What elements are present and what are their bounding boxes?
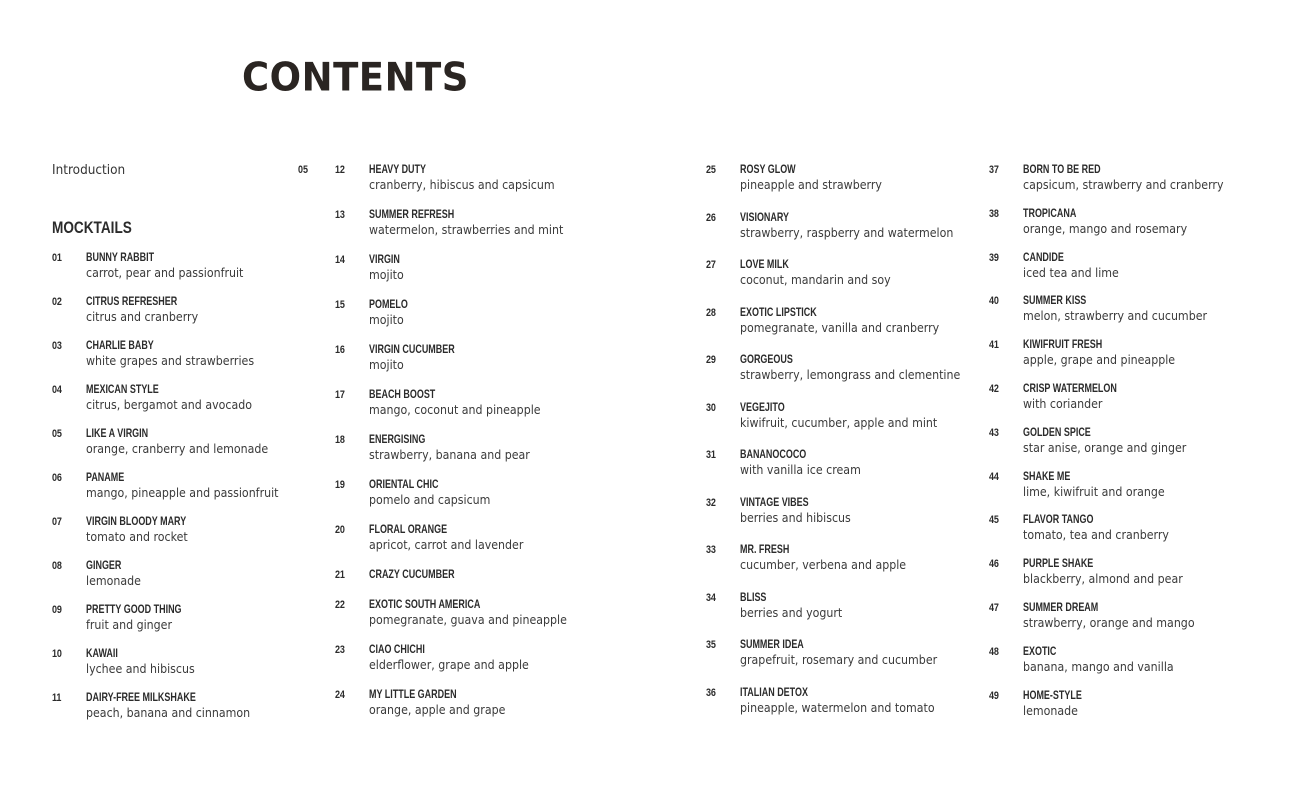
entry-number: 45 bbox=[989, 514, 999, 527]
introduction-page-number: 05 bbox=[298, 164, 309, 176]
entry-title: GINGER bbox=[86, 560, 122, 572]
entry-description: mojito bbox=[369, 268, 404, 282]
entry-title: BORN TO BE RED bbox=[1023, 164, 1101, 176]
entry-description: carrot, pear and passionfruit bbox=[86, 266, 244, 280]
entry-description: coconut, mandarin and soy bbox=[740, 273, 891, 287]
entry-number: 40 bbox=[989, 295, 999, 308]
entry-title: BUNNY RABBIT bbox=[86, 252, 155, 264]
entry-description: mojito bbox=[369, 313, 404, 327]
entry-number: 17 bbox=[335, 389, 345, 401]
entry-title: FLORAL ORANGE bbox=[369, 524, 448, 536]
entry-number: 24 bbox=[335, 689, 345, 701]
entry-number: 28 bbox=[706, 306, 716, 319]
entry-description: grapefruit, rosemary and cucumber bbox=[740, 653, 938, 667]
entry-title: VINTAGE VIBES bbox=[740, 496, 809, 509]
entry-number: 14 bbox=[335, 254, 345, 266]
entry-number: 25 bbox=[706, 164, 716, 176]
entry-description: orange, cranberry and lemonade bbox=[86, 442, 269, 456]
entry-description: tomato, tea and cranberry bbox=[1023, 528, 1169, 543]
page-title: CONTENTS bbox=[242, 54, 469, 100]
entry-number: 05 bbox=[52, 428, 62, 440]
entry-number: 37 bbox=[989, 164, 999, 176]
entry-number: 08 bbox=[52, 560, 62, 572]
entry-title: EXOTIC LIPSTICK bbox=[740, 306, 817, 319]
entry-description: peach, banana and cinnamon bbox=[86, 706, 251, 720]
entry-number: 46 bbox=[989, 558, 999, 571]
entry-description: iced tea and lime bbox=[1023, 265, 1119, 280]
entry-title: CRAZY CUCUMBER bbox=[369, 569, 455, 581]
entry-title: CRISP WATERMELON bbox=[1023, 383, 1117, 395]
entry-number: 09 bbox=[52, 604, 62, 616]
entry-description: mango, pineapple and passionfruit bbox=[86, 486, 279, 500]
entry-title: SUMMER REFRESH bbox=[369, 209, 455, 221]
entry-title: SUMMER IDEA bbox=[740, 639, 804, 651]
entry-number: 39 bbox=[989, 251, 999, 264]
entry-number: 48 bbox=[989, 645, 999, 658]
entry-description: mojito bbox=[369, 358, 404, 372]
entry-description: pineapple, watermelon and tomato bbox=[740, 700, 935, 715]
entry-number: 29 bbox=[706, 354, 716, 366]
entry-number: 03 bbox=[52, 340, 62, 352]
entry-number: 49 bbox=[989, 689, 999, 702]
entry-number: 35 bbox=[706, 639, 716, 651]
entry-description: strawberry, orange and mango bbox=[1023, 616, 1195, 630]
entry-description: berries and yogurt bbox=[740, 605, 843, 620]
entry-title: ORIENTAL CHIC bbox=[369, 479, 439, 491]
entry-description: apple, grape and pineapple bbox=[1023, 353, 1176, 368]
entry-title: CHARLIE BABY bbox=[86, 340, 154, 352]
entry-title: SUMMER KISS bbox=[1023, 295, 1087, 308]
entry-description: pomegranate, guava and pineapple bbox=[369, 613, 567, 627]
entry-number: 06 bbox=[52, 472, 62, 484]
entry-number: 34 bbox=[706, 591, 716, 604]
entry-title: BANANOCOCO bbox=[740, 449, 807, 461]
entry-number: 18 bbox=[335, 434, 345, 446]
entry-number: 27 bbox=[706, 259, 716, 271]
entry-title: SHAKE ME bbox=[1023, 470, 1071, 483]
entry-title: GOLDEN SPICE bbox=[1023, 426, 1091, 439]
entry-title: MEXICAN STYLE bbox=[86, 384, 159, 396]
entry-title: EXOTIC SOUTH AMERICA bbox=[369, 599, 481, 611]
entry-title: SUMMER DREAM bbox=[1023, 602, 1099, 614]
entry-number: 31 bbox=[706, 449, 716, 461]
entry-description: with vanilla ice cream bbox=[740, 463, 861, 477]
entry-number: 10 bbox=[52, 648, 62, 660]
entry-description: capsicum, strawberry and cranberry bbox=[1023, 178, 1224, 192]
entry-description: white grapes and strawberries bbox=[86, 354, 255, 368]
entry-title: ROSY GLOW bbox=[740, 164, 796, 176]
entry-title: HEAVY DUTY bbox=[369, 164, 426, 176]
entry-description: melon, strawberry and cucumber bbox=[1023, 309, 1208, 324]
entry-description: cranberry, hibiscus and capsicum bbox=[369, 178, 555, 192]
entry-title: ENERGISING bbox=[369, 434, 426, 446]
entry-description: apricot, carrot and lavender bbox=[369, 538, 524, 552]
entry-description: strawberry, lemongrass and clementine bbox=[740, 368, 961, 382]
entry-description: strawberry, banana and pear bbox=[369, 448, 530, 462]
entry-number: 33 bbox=[706, 544, 716, 556]
entry-description: watermelon, strawberries and mint bbox=[369, 223, 564, 237]
entry-title: MR. FRESH bbox=[740, 544, 790, 556]
entry-number: 04 bbox=[52, 384, 62, 396]
entry-description: with coriander bbox=[1023, 397, 1103, 411]
entry-title: FLAVOR TANGO bbox=[1023, 514, 1094, 527]
entry-number: 43 bbox=[989, 426, 999, 439]
entry-description: lychee and hibiscus bbox=[86, 662, 195, 676]
entry-number: 44 bbox=[989, 470, 999, 483]
entry-title: VIRGIN bbox=[369, 254, 400, 266]
entry-title: PANAME bbox=[86, 472, 125, 484]
entry-title: CANDIDE bbox=[1023, 251, 1064, 264]
entry-number: 23 bbox=[335, 644, 345, 656]
entry-title: HOME-STYLE bbox=[1023, 689, 1082, 702]
entry-description: strawberry, raspberry and watermelon bbox=[740, 225, 954, 240]
entry-description: star anise, orange and ginger bbox=[1023, 440, 1187, 455]
entry-description: pineapple and strawberry bbox=[740, 178, 882, 192]
entry-description: elderflower, grape and apple bbox=[369, 658, 529, 672]
entry-number: 26 bbox=[706, 211, 716, 224]
entry-title: BEACH BOOST bbox=[369, 389, 436, 401]
entry-description: berries and hibiscus bbox=[740, 510, 851, 525]
entry-number: 41 bbox=[989, 339, 999, 352]
entry-description: blackberry, almond and pear bbox=[1023, 572, 1183, 587]
entry-description: tomato and rocket bbox=[86, 530, 188, 544]
entry-title: BLISS bbox=[740, 591, 767, 604]
entry-number: 36 bbox=[706, 686, 716, 699]
introduction-link[interactable]: Introduction bbox=[52, 163, 126, 178]
entry-title: VISIONARY bbox=[740, 211, 790, 224]
entry-title: PRETTY GOOD THING bbox=[86, 604, 182, 616]
entry-number: 11 bbox=[52, 692, 62, 704]
entry-title: EXOTIC bbox=[1023, 645, 1057, 658]
entry-title: VEGEJITO bbox=[740, 401, 785, 414]
entry-title: TROPICANA bbox=[1023, 207, 1077, 220]
entry-title: ITALIAN DETOX bbox=[740, 686, 808, 699]
entry-number: 22 bbox=[335, 599, 345, 611]
entry-description: lemonade bbox=[86, 574, 141, 588]
entry-number: 19 bbox=[335, 479, 345, 491]
entry-description: mango, coconut and pineapple bbox=[369, 403, 541, 417]
entry-number: 38 bbox=[989, 207, 999, 220]
entry-description: citrus, bergamot and avocado bbox=[86, 398, 252, 412]
entry-number: 01 bbox=[52, 252, 62, 264]
section-title: MOCKTAILS bbox=[52, 218, 132, 237]
entry-description: kiwifruit, cucumber, apple and mint bbox=[740, 415, 938, 430]
entry-description: pomegranate, vanilla and cranberry bbox=[740, 320, 940, 335]
entry-description: orange, apple and grape bbox=[369, 703, 506, 717]
entry-title: VIRGIN BLOODY MARY bbox=[86, 516, 187, 528]
entry-title: VIRGIN CUCUMBER bbox=[369, 344, 455, 356]
entry-title: CITRUS REFRESHER bbox=[86, 296, 178, 308]
entry-title: GORGEOUS bbox=[740, 354, 793, 366]
entry-title: KIWIFRUIT FRESH bbox=[1023, 339, 1103, 352]
entry-description: cucumber, verbena and apple bbox=[740, 558, 907, 572]
entry-number: 07 bbox=[52, 516, 62, 528]
entry-number: 20 bbox=[335, 524, 345, 536]
entry-title: MY LITTLE GARDEN bbox=[369, 689, 457, 701]
entry-number: 16 bbox=[335, 344, 345, 356]
entry-number: 42 bbox=[989, 383, 999, 395]
entry-description: lemonade bbox=[1023, 703, 1078, 718]
entry-number: 12 bbox=[335, 164, 345, 176]
entry-number: 13 bbox=[335, 209, 345, 221]
entry-number: 30 bbox=[706, 401, 716, 414]
entry-title: POMELO bbox=[369, 299, 408, 311]
entry-description: pomelo and capsicum bbox=[369, 493, 491, 507]
entry-description: citrus and cranberry bbox=[86, 310, 199, 324]
entry-number: 02 bbox=[52, 296, 62, 308]
entry-title: LOVE MILK bbox=[740, 259, 789, 271]
entry-number: 21 bbox=[335, 569, 345, 581]
entry-title: CIAO CHICHI bbox=[369, 644, 425, 656]
entry-title: DAIRY-FREE MILKSHAKE bbox=[86, 692, 196, 704]
entry-description: banana, mango and vanilla bbox=[1023, 659, 1174, 674]
entry-description: lime, kiwifruit and orange bbox=[1023, 484, 1165, 499]
entry-description: fruit and ginger bbox=[86, 618, 173, 632]
entry-number: 32 bbox=[706, 496, 716, 509]
entry-title: KAWAII bbox=[86, 648, 118, 660]
entry-number: 15 bbox=[335, 299, 345, 311]
entry-description: orange, mango and rosemary bbox=[1023, 221, 1188, 236]
entry-title: LIKE A VIRGIN bbox=[86, 428, 149, 440]
entry-title: PURPLE SHAKE bbox=[1023, 558, 1094, 571]
entry-number: 47 bbox=[989, 602, 999, 614]
